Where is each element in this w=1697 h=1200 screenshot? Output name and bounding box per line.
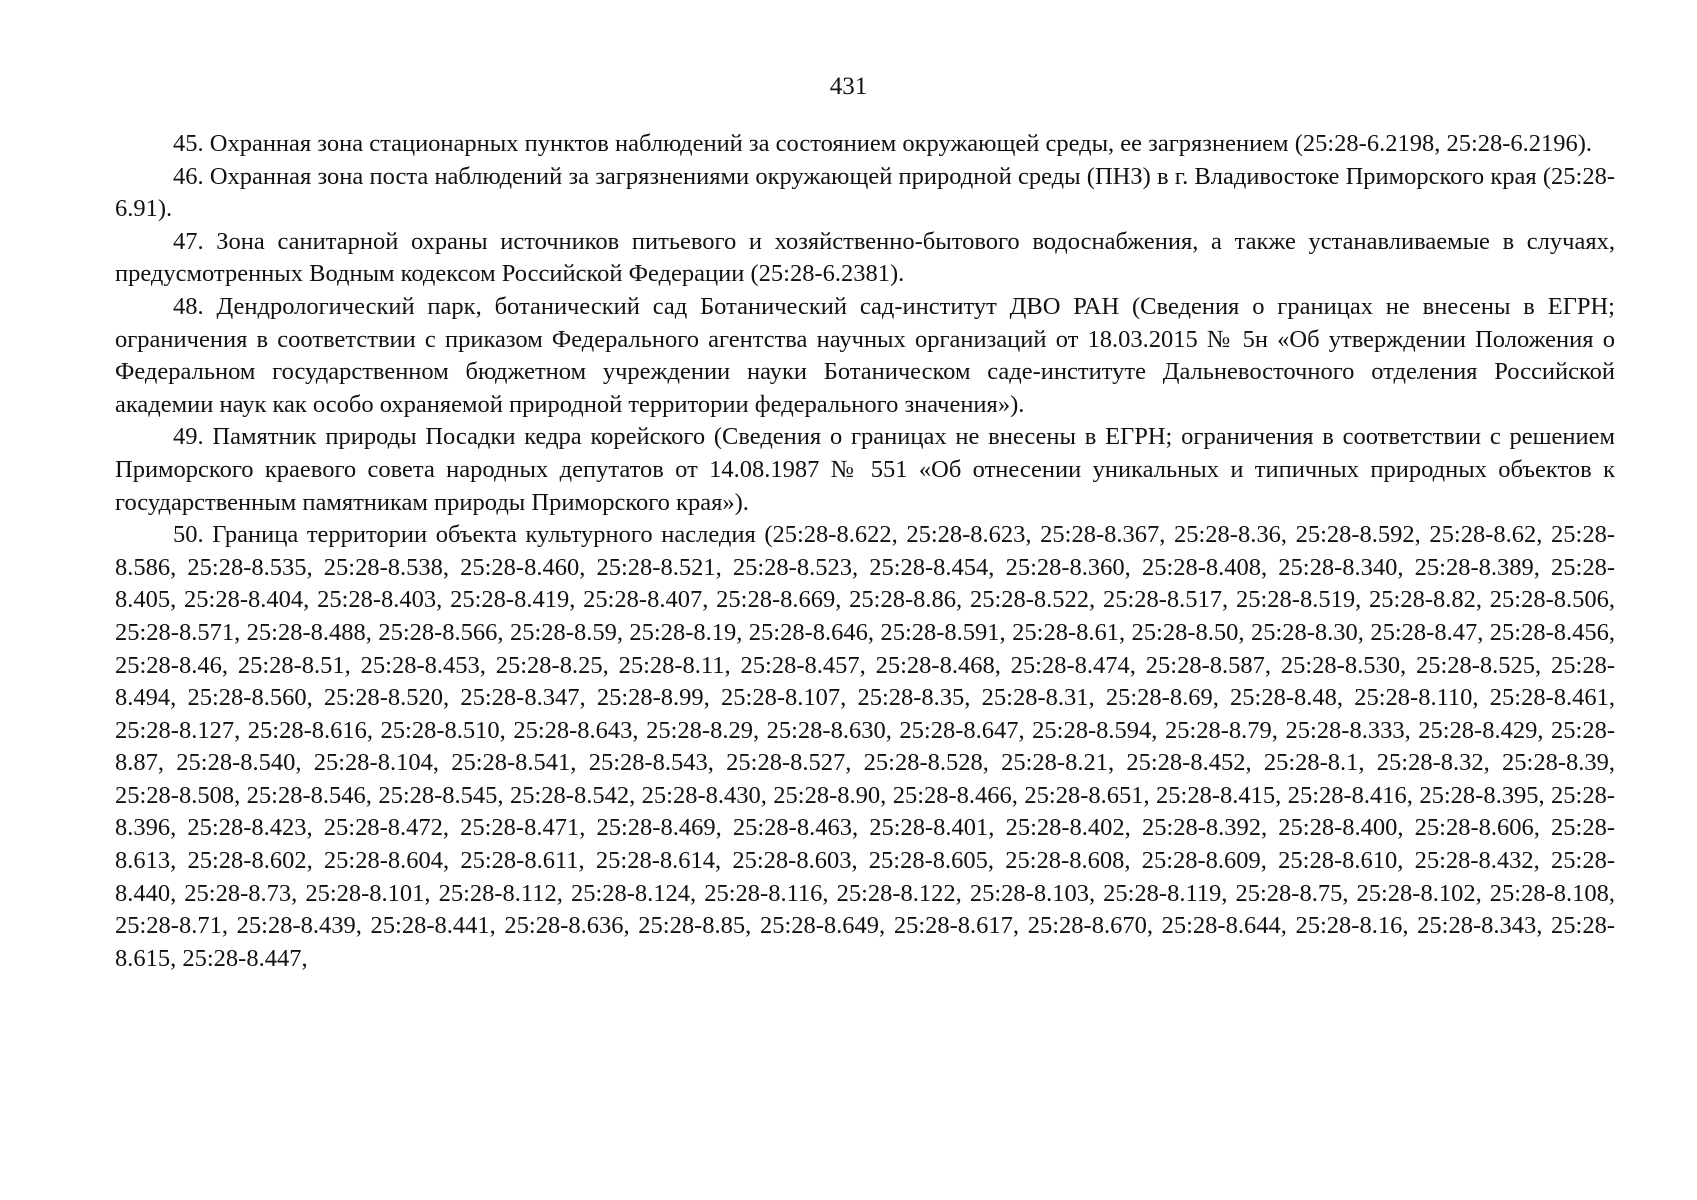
page-number: 431 — [829, 73, 868, 100]
paragraph-48: 48. Дендрологический парк, ботанический сад Ботанический сад-институт ДВО РАН (Сведения о границах не внесены в ЕГРН; ограничения в соответствии с приказом Федерального агентства научных организаций от 18.03.2015 № 5н «Об утверждении Положения о Федеральном государственном бюджетном учреждении науки Ботаническом саде-институте Дальневосточного отделения Российской академии наук как особо охраняемой природной территории федерального значения»). — [115, 292, 1615, 418]
paragraph-49: 49. Памятник природы Посадки кедра корейского (Сведения о границах не внесены в ЕГРН; ограничения в соответствии с решением Приморского краевого совета народных депутатов от 14.08.1987 № 551 «Об отнесении уникальных и типичных природных объектов к государственным памятникам природы Приморского края»). — [115, 423, 1615, 516]
paragraph-50: 50. Граница территории объекта культурного наследия (25:28-8.622, 25:28-8.623, 25:28-8.367, 25:28-8.36, 25:28-8.592, 25:28-8.62, 25:28-8.586, 25:28-8.535, 25:28-8.538, 25:28-8.460, 25:28-8.521, 25:28-8.523, 25:28-8.454, 25:28-8.360, 25:28-8.408, 25:28-8.340, 25:28-8.389, 25:28-8.405, 25:28-8.404, 25:28-8.403, 25:28-8.419, 25:28-8.407, 25:28-8.669, 25:28-8.86, 25:28-8.522, 25:28-8.517, 25:28-8.519, 25:28-8.82, 25:28-8.506, 25:28-8.571, 25:28-8.488, 25:28-8.566, 25:28-8.59, 25:28-8.19, 25:28-8.646, 25:28-8.591, 25:28-8.61, 25:28-8.50, 25:28-8.30, 25:28-8.47, 25:28-8.456, 25:28-8.46, 25:28-8.51, 25:28-8.453, 25:28-8.25, 25:28-8.11, 25:28-8.457, 25:28-8.468, 25:28-8.474, 25:28-8.587, 25:28-8.530, 25:28-8.525, 25:28-8.494, 25:28-8.560, 25:28-8.520, 25:28-8.347, 25:28-8.99, 25:28-8.107, 25:28-8.35, 25:28-8.31, 25:28-8.69, 25:28-8.48, 25:28-8.110, 25:28-8.461, 25:28-8.127, 25:28-8.616, 25:28-8.510, 25:28-8.643, 25:28-8.29, 25:28-8.630, 25:28-8.647, 25:28-8.594, 25:28-8.79, 25:28-8.333, 25:28-8.429, 25:28-8.87, 25:28-8.540, 25:28-8.104, 25:28-8.541, 25:28-8.543, 25:28-8.527, 25:28-8.528, 25:28-8.21, 25:28-8.452, 25:28-8.1, 25:28-8.32, 25:28-8.39, 25:28-8.508, 25:28-8.546, 25:28-8.545, 25:28-8.542, 25:28-8.430, 25:28-8.90, 25:28-8.466, 25:28-8.651, 25:28-8.415, 25:28-8.416, 25:28-8.395, 25:28-8.396, 25:28-8.423, 25:28-8.472, 25:28-8.471, 25:28-8.469, 25:28-8.463, 25:28-8.401, 25:28-8.402, 25:28-8.392, 25:28-8.400, 25:28-8.606, 25:28-8.613, 25:28-8.602, 25:28-8.604, 25:28-8.611, 25:28-8.614, 25:28-8.603, 25:28-8.605, 25:28-8.608, 25:28-8.609, 25:28-8.610, 25:28-8.432, 25:28-8.440, 25:28-8.73, 25:28-8.101, 25:28-8.112, 25:28-8.124, 25:28-8.116, 25:28-8.122, 25:28-8.103, 25:28-8.119, 25:28-8.75, 25:28-8.102, 25:28-8.108, 25:28-8.71, 25:28-8.439, 25:28-8.441, 25:28-8.636, 25:28-8.85, 25:28-8.649, 25:28-8.617, 25:28-8.670, 25:28-8.644, 25:28-8.16, 25:28-8.343, 25:28-8.615, 25:28-8.447, — [115, 521, 1615, 972]
document-body — [115, 128, 1615, 975]
paragraph-47: 47. Зона санитарной охраны источников питьевого и хозяйственно-бытового водоснабжения, а также устанавливаемые в случаях, предусмотренных Водным кодексом Российской Федерации (25:28-6.2381). — [115, 227, 1615, 288]
paragraph-45: 45. Охранная зона стационарных пунктов наблюдений за состоянием окружающей среды, ее загрязнением (25:28-6.2198, 25:28-6.2196). — [173, 130, 1593, 157]
paragraph-46: 46. Охранная зона поста наблюдений за загрязнениями окружающей природной среды (ПНЗ) в г. Владивостоке Приморского края (25:28-6.91). — [115, 162, 1615, 223]
